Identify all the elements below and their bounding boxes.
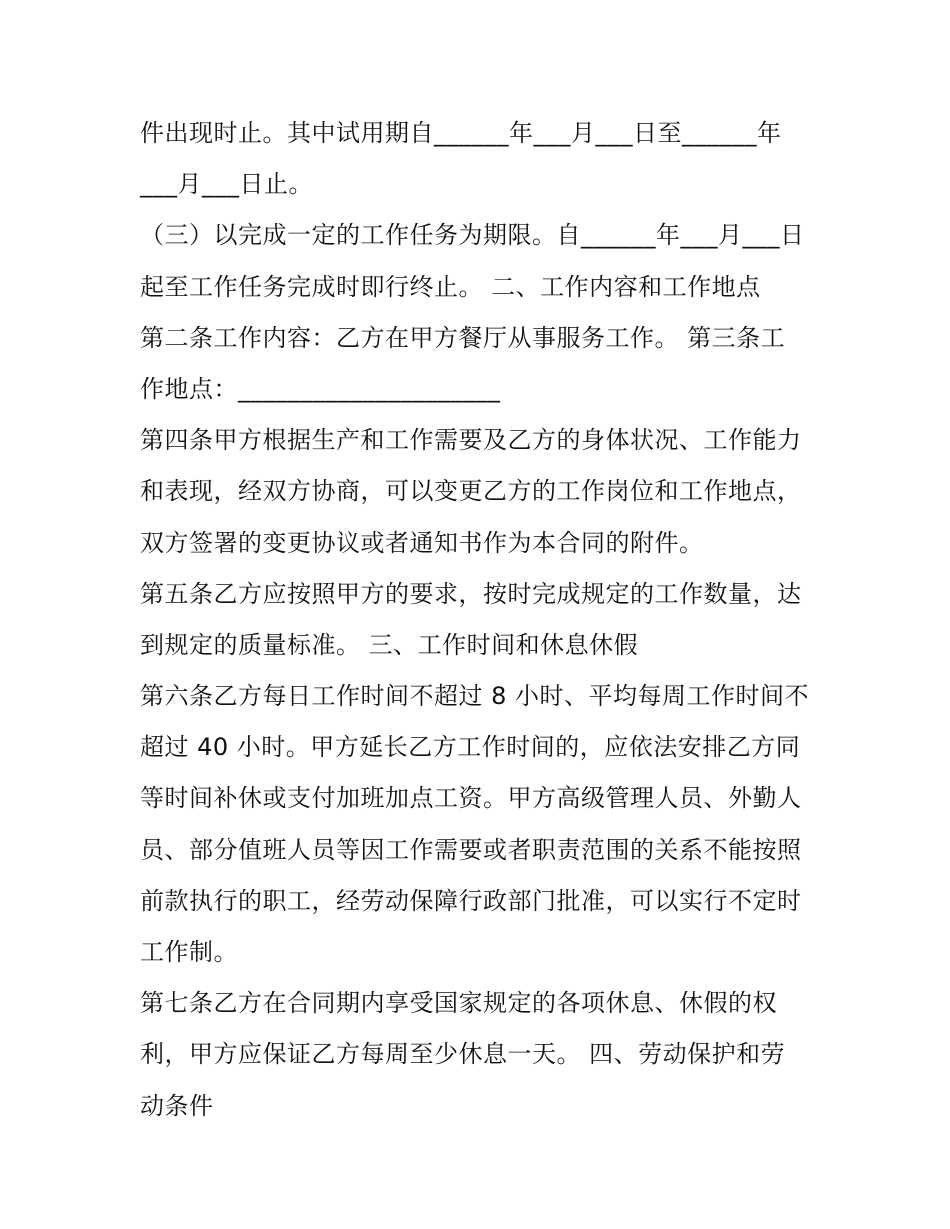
text-line: 作地点：_____________________ [140,374,501,403]
text-line: 动条件 [140,1091,214,1120]
text-line: 等时间补休或支付加班加点工资。甲方高级管理人员、外勤人 [140,784,802,813]
text-line: 利，甲方应保证乙方每周至少休息一天。 四、劳动保护和劳 [140,1040,786,1069]
text-line: （三）以完成一定的工作任务为期限。自______年___月___日 [140,221,805,250]
text-line: 前款执行的职工，经劳动保障行政部门批准，可以实行不定时 [140,886,802,915]
text-line: 件出现时止。其中试用期自______年___月___日至______年 [140,119,782,147]
text-line: 第二条工作内容：乙方在甲方餐厅从事服务工作。 第三条工 [140,323,786,352]
text-line: 工作制。 [140,938,238,966]
text-line: 超过 40 小时。甲方延长乙方工作时间的，应依法安排乙方同 [140,733,801,762]
contract-text [140,108,820,1132]
text-line: 和表现，经双方协商，可以变更乙方的工作岗位和工作地点， [140,477,802,506]
text-line: 第五条乙方应按照甲方的要求，按时完成规定的工作数量，达 [140,579,802,608]
text-line: 到规定的质量标准。 三、工作时间和休息休假 [140,630,639,659]
text-line: 起至工作任务完成时即行终止。 二、工作内容和工作地点 [140,272,761,301]
text-line: 员、部分值班人员等因工作需要或者职责范围的关系不能按照 [140,835,802,864]
text-line: 第六条乙方每日工作时间不超过 8 小时、平均每周工作时间不 [140,682,810,711]
text-line: 第四条甲方根据生产和工作需要及乙方的身体状况、工作能力 [140,426,802,455]
text-line: 第七条乙方在合同期内享受国家规定的各项休息、休假的权 [140,989,777,1018]
text-line: ___月___日止。 [140,170,313,199]
text-line: 双方签署的变更协议或者通知书作为本合同的附件。 [140,528,704,557]
